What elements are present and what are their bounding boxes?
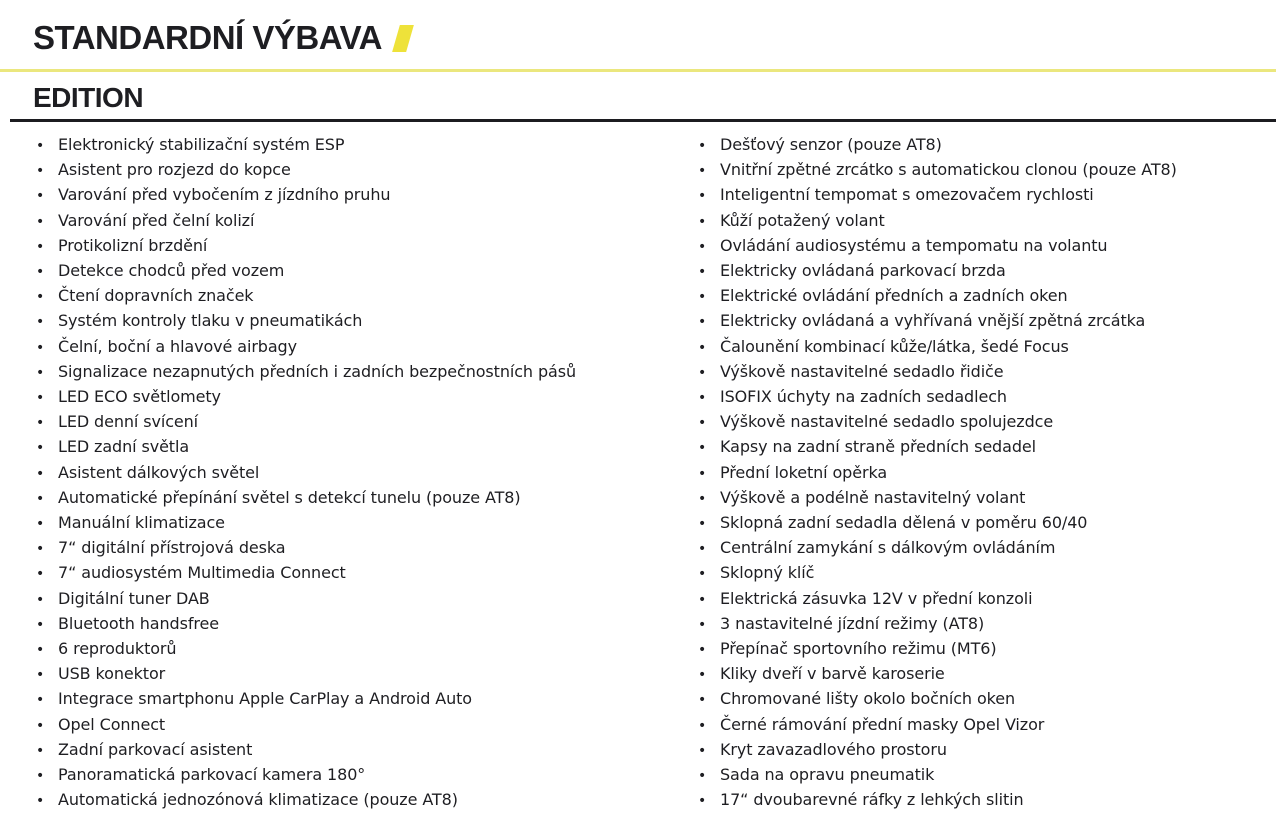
list-item-label: Detekce chodců před vozem — [58, 261, 285, 281]
list-item — [698, 461, 1276, 486]
list-item-label: 3 nastavitelné jízdní režimy (AT8) — [720, 613, 985, 633]
list-item — [36, 461, 668, 486]
list-item — [36, 284, 668, 309]
list-item — [36, 612, 668, 637]
bullet-icon: • — [698, 692, 707, 709]
bullet-icon: • — [698, 591, 707, 608]
equipment-column-left — [36, 133, 668, 813]
list-item-label: 7“ digitální přístrojová deska — [58, 538, 286, 558]
list-item-label: Vnitřní zpětné zrcátko s automatickou clonou (pouze AT8) — [720, 160, 1177, 180]
list-item-label: Černé rámování přední masky Opel Vizor — [720, 714, 1045, 734]
bullet-icon: • — [698, 314, 707, 331]
bullet-icon: • — [36, 364, 45, 381]
list-item-label: 17“ dvoubarevné ráfky z lehkých slitin — [720, 790, 1024, 810]
list-item-label: Automatická jednozónová klimatizace (pouze AT8) — [58, 790, 458, 810]
list-item — [698, 385, 1276, 410]
bullet-icon: • — [698, 238, 707, 255]
section-title: EDITION — [33, 82, 144, 113]
bullet-icon: • — [36, 717, 45, 734]
list-item — [36, 435, 668, 460]
list-item — [36, 133, 668, 158]
list-item — [36, 561, 668, 586]
page-title-text: STANDARDNÍ VÝBAVA — [33, 19, 383, 56]
list-item-label: Sklopný klíč — [720, 563, 815, 583]
bullet-icon: • — [698, 440, 707, 457]
list-item-label: Zadní parkovací asistent — [58, 739, 253, 759]
equipment-column-right — [698, 133, 1276, 813]
bullet-icon: • — [698, 264, 707, 281]
bullet-icon: • — [36, 188, 45, 205]
bullet-icon: • — [698, 163, 707, 180]
bullet-icon: • — [698, 188, 707, 205]
list-item-label: Ovládání audiosystému a tempomatu na volantu — [720, 235, 1108, 255]
list-item — [36, 687, 668, 712]
list-item — [36, 158, 668, 183]
list-item-label: Integrace smartphonu Apple CarPlay a Android Auto — [58, 689, 472, 709]
bullet-icon: • — [36, 490, 45, 507]
list-item-label: LED denní svícení — [58, 412, 199, 432]
list-item — [36, 486, 668, 511]
bullet-icon: • — [36, 213, 45, 230]
list-item-label: Čalounění kombinací kůže/látka, šedé Focus — [720, 336, 1069, 356]
list-item-label: Bluetooth handsfree — [58, 613, 219, 633]
list-item — [36, 259, 668, 284]
dark-divider — [10, 119, 1276, 122]
list-item — [698, 360, 1276, 385]
bullet-icon: • — [698, 642, 707, 659]
list-item — [698, 158, 1276, 183]
list-item-label: Varování před čelní kolizí — [58, 210, 255, 230]
list-item-label: Kliky dveří v barvě karoserie — [720, 664, 945, 684]
list-item-label: Panoramatická parkovací kamera 180° — [58, 765, 366, 785]
list-item-label: Elektrická zásuvka 12V v přední konzoli — [720, 588, 1033, 608]
list-item-label: Manuální klimatizace — [58, 513, 225, 533]
list-item — [698, 713, 1276, 738]
list-item-label: Elektronický stabilizační systém ESP — [58, 135, 345, 154]
list-item-label: Výškově nastavitelné sedadlo řidiče — [720, 361, 1004, 381]
bullet-icon: • — [698, 616, 707, 633]
list-item-label: Výškově nastavitelné sedadlo spolujezdce — [720, 412, 1054, 432]
list-item — [698, 486, 1276, 511]
list-item — [36, 738, 668, 763]
list-item — [698, 738, 1276, 763]
bullet-icon: • — [698, 667, 707, 684]
bullet-icon: • — [698, 566, 707, 583]
bullet-icon: • — [36, 667, 45, 684]
list-item-label: Asistent dálkových světel — [58, 462, 260, 482]
list-item — [36, 234, 668, 259]
list-item — [698, 687, 1276, 712]
list-item — [36, 335, 668, 360]
list-item — [36, 360, 668, 385]
list-item — [698, 183, 1276, 208]
list-item-label: Elektrické ovládání předních a zadních oken — [720, 286, 1068, 306]
list-item-label: 7“ audiosystém Multimedia Connect — [58, 563, 346, 583]
bullet-icon: • — [36, 541, 45, 558]
bullet-icon: • — [36, 516, 45, 533]
list-item-label: Dešťový senzor (pouze AT8) — [720, 135, 942, 154]
list-item — [36, 209, 668, 234]
list-item — [36, 511, 668, 536]
list-item-label: Systém kontroly tlaku v pneumatikách — [58, 311, 363, 331]
list-item — [36, 763, 668, 788]
list-item — [698, 335, 1276, 360]
bullet-icon: • — [36, 616, 45, 633]
bullet-icon: • — [36, 390, 45, 407]
list-item — [698, 284, 1276, 309]
bullet-icon: • — [36, 465, 45, 482]
list-item — [698, 662, 1276, 687]
bullet-icon: • — [698, 768, 707, 785]
bullet-icon: • — [698, 339, 707, 356]
list-item-label: Výškově a podélně nastavitelný volant — [720, 487, 1026, 507]
bullet-icon: • — [36, 566, 45, 583]
list-item-label: 6 reproduktorů — [58, 639, 177, 659]
list-item — [36, 410, 668, 435]
list-item — [698, 435, 1276, 460]
equipment-columns — [0, 133, 1276, 813]
list-item-label: ISOFIX úchyty na zadních sedadlech — [720, 387, 1007, 407]
bullet-icon: • — [698, 793, 707, 810]
list-item-label: Přední loketní opěrka — [720, 462, 888, 482]
bullet-icon: • — [36, 768, 45, 785]
list-item-label: Varování před vybočením z jízdního pruhu — [58, 185, 391, 205]
list-item — [698, 788, 1276, 813]
list-item — [36, 183, 668, 208]
bullet-icon: • — [36, 692, 45, 709]
list-item-label: Kryt zavazadlového prostoru — [720, 739, 947, 759]
bullet-icon: • — [36, 742, 45, 759]
bullet-icon: • — [36, 591, 45, 608]
list-item-label: LED ECO světlomety — [58, 387, 221, 407]
list-item — [698, 133, 1276, 158]
list-item — [698, 234, 1276, 259]
list-item-label: Chromované lišty okolo bočních oken — [720, 689, 1016, 709]
bullet-icon: • — [698, 541, 707, 558]
list-item-label: Centrální zamykání s dálkovým ovládáním — [720, 538, 1056, 558]
list-item-label: Inteligentní tempomat s omezovačem rychlosti — [720, 185, 1094, 205]
bullet-icon: • — [698, 138, 707, 154]
bullet-icon: • — [698, 490, 707, 507]
list-item-label: Sada na opravu pneumatik — [720, 765, 935, 785]
list-item — [698, 612, 1276, 637]
bullet-icon: • — [698, 289, 707, 306]
list-item — [698, 637, 1276, 662]
bullet-icon: • — [36, 238, 45, 255]
bullet-icon: • — [36, 339, 45, 356]
list-item-label: Signalizace nezapnutých předních i zadních bezpečnostních pásů — [58, 361, 576, 381]
list-item — [698, 511, 1276, 536]
list-item — [698, 259, 1276, 284]
bullet-icon: • — [36, 289, 45, 306]
list-item-label: USB konektor — [58, 664, 166, 684]
list-item — [698, 561, 1276, 586]
list-item-label: Přepínač sportovního režimu (MT6) — [720, 639, 997, 659]
bullet-icon: • — [36, 264, 45, 281]
list-item — [36, 713, 668, 738]
page-title — [33, 20, 410, 56]
bullet-icon: • — [698, 465, 707, 482]
list-item-label: Asistent pro rozjezd do kopce — [58, 160, 291, 180]
list-item-label: Automatické přepínání světel s detekcí tunelu (pouze AT8) — [58, 487, 521, 507]
bullet-icon: • — [36, 793, 45, 810]
list-item — [698, 209, 1276, 234]
list-item — [698, 309, 1276, 334]
list-item — [36, 788, 668, 813]
yellow-divider — [0, 69, 1276, 72]
bullet-icon: • — [698, 742, 707, 759]
bullet-icon: • — [698, 364, 707, 381]
list-item-label: LED zadní světla — [58, 437, 190, 457]
list-item-label: Elektricky ovládaná a vyhřívaná vnější zpětná zrcátka — [720, 311, 1146, 331]
bullet-icon: • — [36, 642, 45, 659]
bullet-icon: • — [36, 314, 45, 331]
list-item-label: Opel Connect — [58, 714, 166, 734]
list-item — [36, 662, 668, 687]
list-item — [36, 587, 668, 612]
list-item-label: Digitální tuner DAB — [58, 588, 210, 608]
list-item-label: Kapsy na zadní straně předních sedadel — [720, 437, 1036, 457]
list-item — [36, 536, 668, 561]
bullet-icon: • — [36, 415, 45, 432]
list-item — [698, 587, 1276, 612]
list-item — [698, 410, 1276, 435]
list-item-label: Sklopná zadní sedadla dělená v poměru 60/40 — [720, 513, 1088, 533]
list-item-label: Protikolizní brzdění — [58, 235, 208, 255]
bullet-icon: • — [36, 440, 45, 457]
list-item-label: Kůží potažený volant — [720, 210, 885, 230]
list-item — [36, 637, 668, 662]
list-item-label: Elektricky ovládaná parkovací brzda — [720, 261, 1006, 281]
list-item-label: Čtení dopravních značek — [58, 286, 254, 306]
bullet-icon: • — [698, 516, 707, 533]
bullet-icon: • — [698, 213, 707, 230]
yellow-slash-icon — [392, 25, 414, 52]
list-item — [36, 385, 668, 410]
list-item — [698, 763, 1276, 788]
list-item — [36, 309, 668, 334]
bullet-icon: • — [698, 390, 707, 407]
bullet-icon: • — [36, 138, 45, 154]
list-item-label: Čelní, boční a hlavové airbagy — [58, 336, 297, 356]
bullet-icon: • — [36, 163, 45, 180]
bullet-icon: • — [698, 415, 707, 432]
list-item — [698, 536, 1276, 561]
bullet-icon: • — [698, 717, 707, 734]
